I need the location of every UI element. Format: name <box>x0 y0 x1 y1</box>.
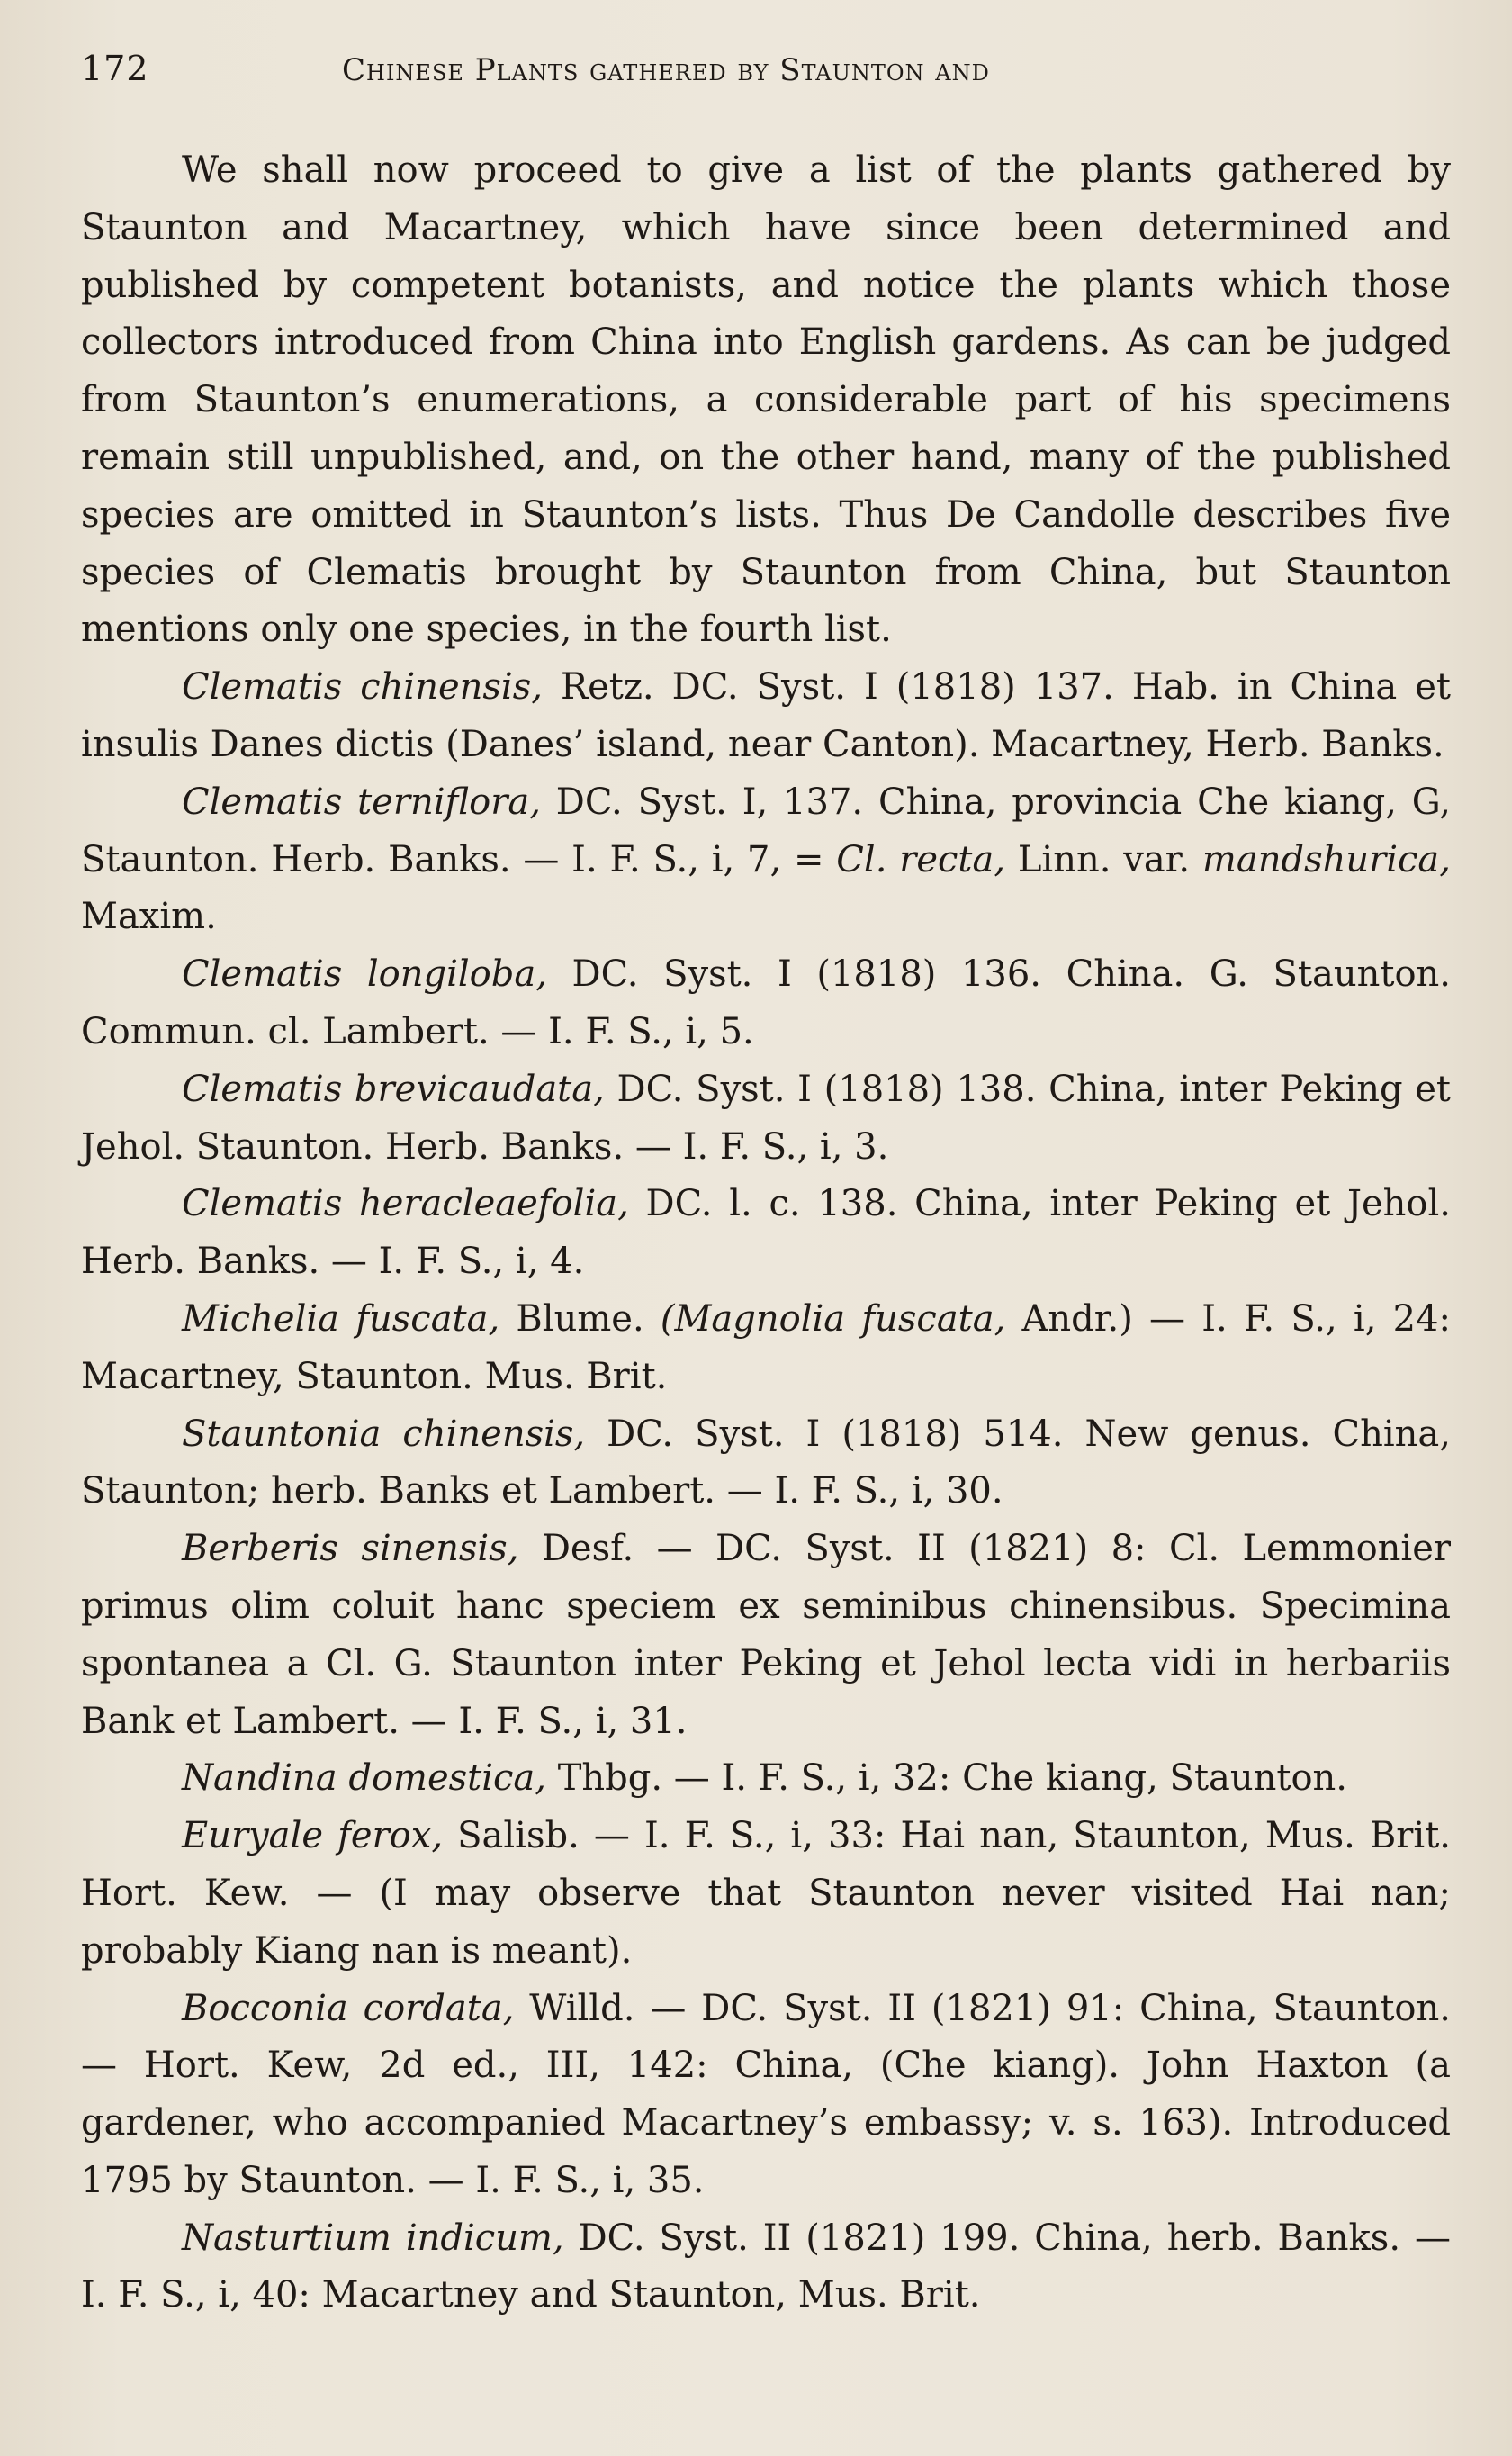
species-entry <box>81 1176 1451 1291</box>
entry-text: DC. Syst. I (1818) 136. China. G. Staunton. Commun. cl. Lambert. — I. F. S., i, 5. <box>81 953 1451 1052</box>
entry-text: Salisb. — I. F. S., i, 33: Hai nan, Staunton, Mus. Brit. Hort. Kew. — (I may observe that Staunton never visited Hai nan; probably Kiang nan is meant). <box>81 1815 1451 1972</box>
entry-text: Thbg. — I. F. S., i, 32: Che kiang, Staunton. <box>545 1757 1348 1800</box>
species-entry <box>81 1808 1451 1980</box>
taxon-name: Bocconia cordata, <box>182 1987 515 2029</box>
taxon-name: Clematis longiloba, <box>182 953 547 996</box>
taxon-name: mandshurica, <box>1202 838 1451 880</box>
species-entry <box>81 1406 1451 1521</box>
entry-text: Willd. — DC. Syst. II (1821) 91: China, Staunton. — Hort. Kew, 2d ed., III, 142: China, (Che kiang). John Haxton (a gardener, who accompanied Macartney’s embassy; v. s. 163). Introduced 1795 by Staunton. — I. F. S., i, 35. <box>81 1987 1451 2201</box>
entry-text: Desf. — DC. Syst. II (1821) 8: Cl. Lemmonier primus olim coluit hanc speciem ex seminibus chinensibus. Specimina spontanea a Cl. G. Staunton inter Peking et Jehol lecta vidi in herbariis Bank et Lambert. — I. F. S., i, 31. <box>81 1528 1451 1742</box>
running-head: Chinese Plants gathered by Staunton and <box>342 52 990 88</box>
species-entry <box>81 946 1451 1061</box>
page-header <box>81 49 1449 103</box>
entry-text: DC. Syst. II (1821) 199. China, herb. Banks. — I. F. S., i, 40: Macartney and Staunton, Mus. Brit. <box>81 2217 1451 2316</box>
taxon-name: Clematis heracleaefolia, <box>182 1183 629 1225</box>
taxon-name: (Magnolia fuscata, <box>660 1297 1006 1340</box>
entry-text: We shall now proceed to give a list of the plants gathered by Staunton and Macartney, which have since been determined and published by competent botanists, and notice the plants which those collectors introduced from China into English gardens. As can be judged from Staunton’s enumerations, a considerable part of his specimens remain still unpublished, and, on the other hand, many of the published species are omitted in Staunton’s lists. Thus De Candolle describes five species of Clematis brought by Staunton from China, but Staunton mentions only one species, in the fourth list. <box>81 149 1451 651</box>
species-entry <box>81 1291 1451 1406</box>
taxon-name: Stauntonia chinensis, <box>182 1413 586 1455</box>
taxon-name: Michelia fuscata, <box>182 1297 500 1340</box>
body-text <box>81 142 1451 2325</box>
taxon-name: Berberis sinensis, <box>182 1528 519 1570</box>
entry-text: Andr.) — I. F. S., i, 24: Macartney, Staunton. Mus. Brit. <box>81 1297 1451 1397</box>
taxon-name: Clematis chinensis, <box>182 666 543 709</box>
entry-text: Maxim. <box>81 896 217 938</box>
entry-text: Linn. var. <box>1005 838 1202 880</box>
entry-text: DC. Syst. I, 137. China, provincia Che kiang, G, Staunton. Herb. Banks. — I. F. S., i, 7, = <box>81 781 1452 880</box>
taxon-name: Nasturtium indicum, <box>182 2217 564 2259</box>
entry-text: DC. Syst. I (1818) 514. New genus. China, Staunton; herb. Banks et Lambert. — I. F. S., i, 30. <box>81 1413 1451 1512</box>
species-entry <box>81 1521 1451 1750</box>
species-entry <box>81 774 1451 946</box>
entry-text: DC. Syst. I (1818) 138. China, inter Peking et Jehol. Staunton. Herb. Banks. — I. F. S., i, 3. <box>81 1068 1451 1168</box>
page-number: 172 <box>81 49 149 88</box>
species-entry <box>81 659 1451 774</box>
entry-text: Retz. DC. Syst. I (1818) 137. Hab. in China et insulis Danes dictis (Danes’ island, near Canton). Macartney, Herb. Banks. <box>81 666 1451 765</box>
taxon-name: Clematis terniflora, <box>182 781 541 823</box>
taxon-name: Nandina domestica, <box>182 1757 546 1800</box>
species-entry <box>81 2210 1451 2325</box>
taxon-name: Clematis brevicaudata, <box>182 1068 605 1110</box>
entry-text: DC. l. c. 138. China, inter Peking et Jehol. Herb. Banks. — I. F. S., i, 4. <box>81 1183 1452 1283</box>
taxon-name: Cl. recta, <box>836 838 1006 880</box>
species-entry <box>81 1061 1451 1177</box>
entry-text: Blume. <box>500 1297 661 1340</box>
taxon-name: Euryale ferox, <box>182 1815 444 1857</box>
species-entry <box>81 1750 1451 1808</box>
species-entry <box>81 1981 1451 2210</box>
intro-paragraph <box>81 142 1451 659</box>
